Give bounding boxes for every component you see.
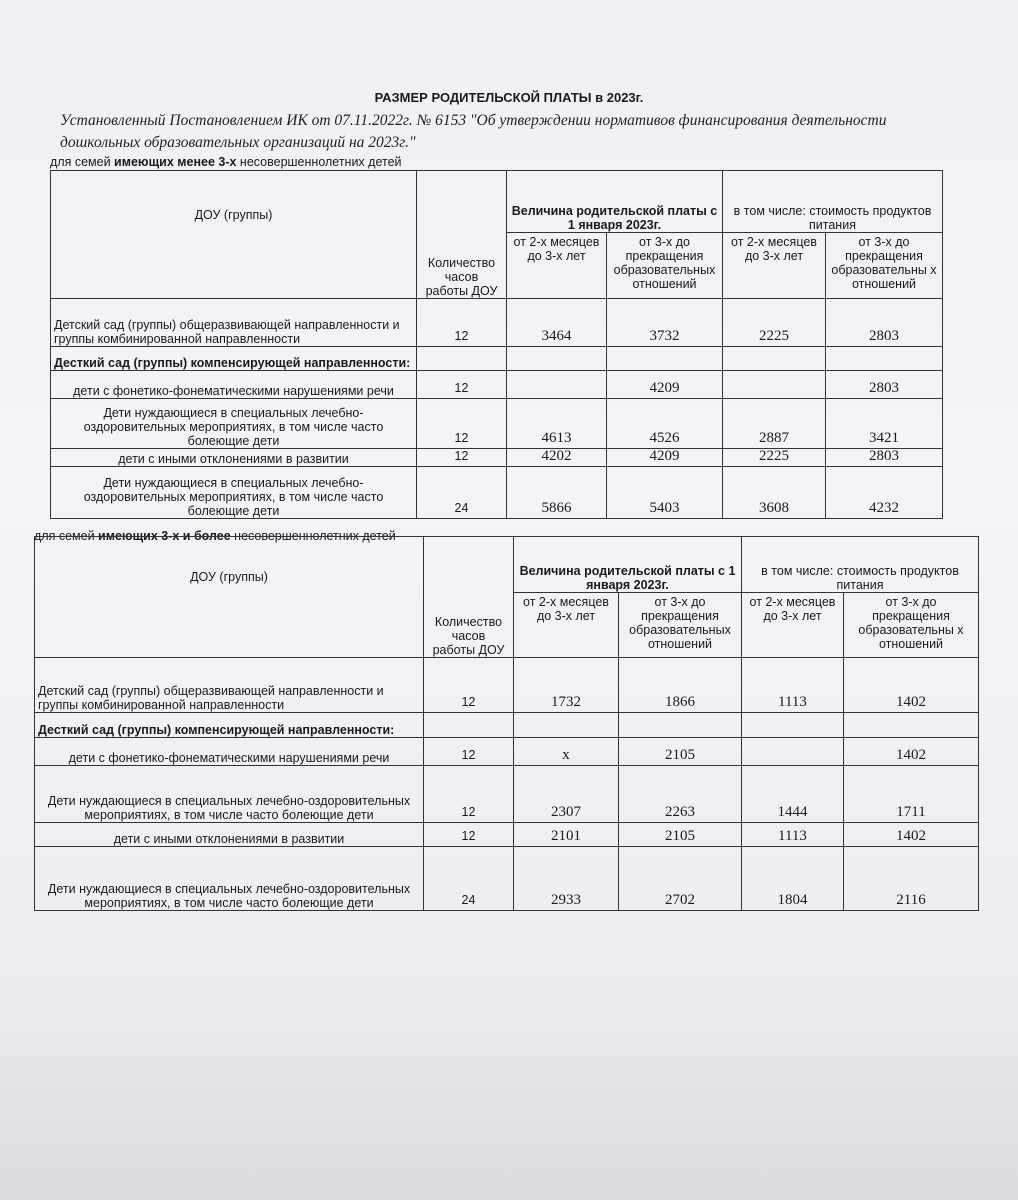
row-value: 1711 (844, 766, 979, 823)
row-value: 3421 (826, 399, 943, 449)
row-hours (417, 347, 507, 371)
row-value: 1402 (844, 738, 979, 766)
table-row (51, 399, 943, 449)
row-value (742, 738, 844, 766)
header-age-age-2m-3y: от 2-х месяцев до 3-х лет (514, 593, 619, 658)
header-hours: Количество часов работы ДОУ (417, 171, 507, 299)
row-value: 4613 (507, 399, 607, 449)
row-name: дети с фонетико-фонематическими нарушениями речи (51, 371, 417, 399)
row-hours: 12 (417, 371, 507, 399)
header-food-group: в том числе: стоимость продуктов питания (742, 537, 979, 593)
row-value: 2933 (514, 847, 619, 911)
caption-text: для семей (50, 155, 115, 169)
row-value: 2803 (826, 299, 943, 347)
row-value (742, 713, 844, 738)
row-hours: 12 (424, 823, 514, 847)
header-age-age-3y-end-food: от 3-х до прекращения образовательны х отношений (844, 593, 979, 658)
row-value: 1732 (514, 658, 619, 713)
header-age-age-3y-end-food: от 3-х до прекращения образовательны х отношений (826, 233, 943, 299)
row-hours: 12 (424, 738, 514, 766)
row-hours: 12 (417, 299, 507, 347)
row-value: 2803 (826, 449, 943, 467)
row-value (844, 713, 979, 738)
header-fee-group: Величина родительской платы с 1 января 2023г. (507, 171, 723, 233)
header-fee-group: Величина родительской платы с 1 января 2023г. (514, 537, 742, 593)
fee-table (34, 536, 979, 911)
row-value: 2307 (514, 766, 619, 823)
row-hours: 12 (424, 658, 514, 713)
header-hours: Количество часов работы ДОУ (424, 537, 514, 658)
row-hours: 24 (417, 467, 507, 519)
row-value: 4526 (607, 399, 723, 449)
header-dou: ДОУ (группы) (35, 537, 424, 658)
row-value: 2105 (619, 738, 742, 766)
row-name: Детский сад (группы) общеразвивающей направленности и группы комбинированной направленности (35, 658, 424, 713)
row-value: х (514, 738, 619, 766)
table-row (35, 738, 979, 766)
caption-bold: имеющих менее 3-х (114, 155, 237, 169)
row-value: 2887 (723, 399, 826, 449)
table-row (51, 449, 943, 467)
row-value: 4232 (826, 467, 943, 519)
row-value: 4202 (507, 449, 607, 467)
header-food-group: в том числе: стоимость продуктов питания (723, 171, 943, 233)
row-value (507, 347, 607, 371)
row-value: 2225 (723, 449, 826, 467)
row-name: Десткий сад (группы) компенсирующей направленности: (35, 713, 424, 738)
row-hours: 12 (417, 399, 507, 449)
row-value (607, 347, 723, 371)
row-value: 1444 (742, 766, 844, 823)
caption-bold: имеющих 3-х и более (98, 529, 231, 543)
row-name: дети с иными отклонениями в развитии (35, 823, 424, 847)
row-value (619, 713, 742, 738)
caption-text: для семей (34, 529, 99, 543)
row-value: 4209 (607, 449, 723, 467)
header-age-age-2m-3y: от 2-х месяцев до 3-х лет (723, 233, 826, 299)
row-value: 1402 (844, 658, 979, 713)
row-value (507, 371, 607, 399)
header-age-age-2m-3y: от 2-х месяцев до 3-х лет (742, 593, 844, 658)
header-row (51, 171, 943, 233)
caption-text: несовершеннолетних детей (236, 155, 402, 169)
row-value (723, 347, 826, 371)
row-value: 2263 (619, 766, 742, 823)
row-value: 1804 (742, 847, 844, 911)
row-value: 3732 (607, 299, 723, 347)
row-value: 2116 (844, 847, 979, 911)
row-value (723, 371, 826, 399)
row-value: 3464 (507, 299, 607, 347)
table-row (35, 847, 979, 911)
header-age-age-3y-end: от 3-х до прекращения образовательных отношений (619, 593, 742, 658)
table-row (35, 713, 979, 738)
header-age-age-2m-3y: от 2-х месяцев до 3-х лет (507, 233, 607, 299)
row-name: Детский сад (группы) общеразвивающей направленности и группы комбинированной направленности (51, 299, 417, 347)
row-value: 3608 (723, 467, 826, 519)
caption-text: несовершеннолетних детей (230, 529, 396, 543)
row-hours (424, 713, 514, 738)
fee-table (50, 170, 943, 519)
row-hours: 24 (424, 847, 514, 911)
row-value: 2101 (514, 823, 619, 847)
table-row (51, 467, 943, 519)
row-value: 4209 (607, 371, 723, 399)
row-value: 5403 (607, 467, 723, 519)
table-caption (50, 155, 402, 169)
table-row (51, 371, 943, 399)
row-hours: 12 (417, 449, 507, 467)
row-hours: 12 (424, 766, 514, 823)
row-name: дети с иными отклонениями в развитии (51, 449, 417, 467)
row-name: Десткий сад (группы) компенсирующей направленности: (51, 347, 417, 371)
row-value: 2225 (723, 299, 826, 347)
row-value (826, 347, 943, 371)
header-dou: ДОУ (группы) (51, 171, 417, 299)
table-row (51, 347, 943, 371)
row-name: Дети нуждающиеся в специальных лечебно-оздоровительных мероприятиях, в том числе часто болеющие дети (51, 467, 417, 519)
row-value: 1113 (742, 823, 844, 847)
document-subtitle: Установленный Постановлением ИК от 07.11.2022г. № 6153 "Об утверждении нормативов финансирования деятельности дошкольных образовательных организаций на 2023г." (60, 112, 887, 151)
row-name: дети с фонетико-фонематическими нарушениями речи (35, 738, 424, 766)
table-row (35, 658, 979, 713)
header-row (35, 537, 979, 593)
row-name: Дети нуждающиеся в специальных лечебно-оздоровительных мероприятиях, в том числе часто болеющие дети (35, 847, 424, 911)
row-value: 1866 (619, 658, 742, 713)
table-row (35, 823, 979, 847)
row-value: 1402 (844, 823, 979, 847)
row-value: 5866 (507, 467, 607, 519)
row-value (514, 713, 619, 738)
table-row (51, 299, 943, 347)
document-title: РАЗМЕР РОДИТЕЛЬСКОЙ ПЛАТЫ в 2023г. (374, 90, 644, 105)
row-name: Дети нуждающиеся в специальных лечебно-оздоровительных мероприятиях, в том числе часто болеющие дети (51, 399, 417, 449)
row-value: 2105 (619, 823, 742, 847)
row-value: 1113 (742, 658, 844, 713)
row-value: 2702 (619, 847, 742, 911)
header-age-age-3y-end: от 3-х до прекращения образовательных отношений (607, 233, 723, 299)
table-row (35, 766, 979, 823)
row-value: 2803 (826, 371, 943, 399)
row-name: Дети нуждающиеся в специальных лечебно-оздоровительных мероприятиях, в том числе часто болеющие дети (35, 766, 424, 823)
